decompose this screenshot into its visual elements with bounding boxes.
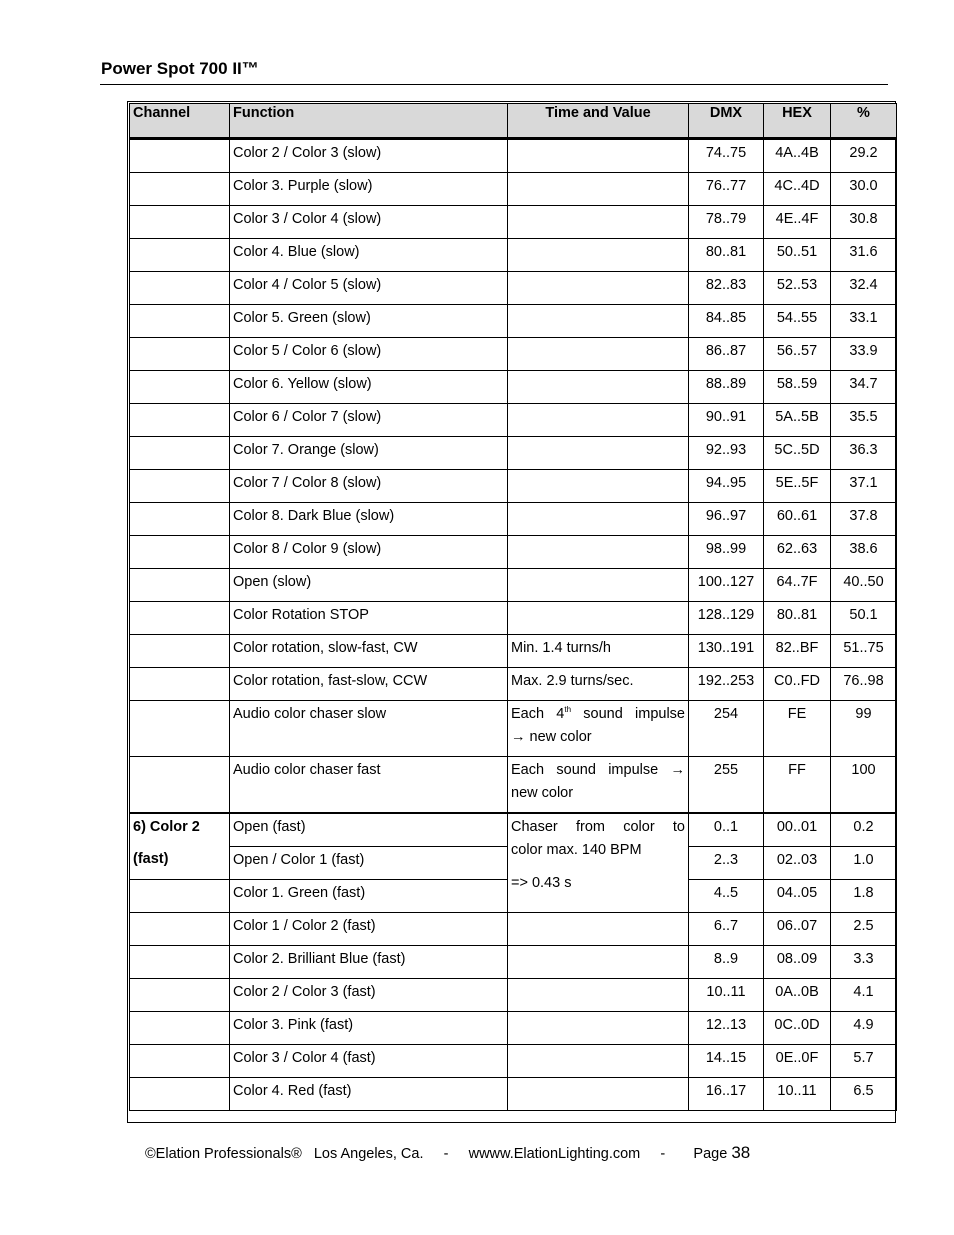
function-cell: Color 4. Blue (slow) bbox=[230, 239, 508, 272]
time-value-cell bbox=[508, 272, 689, 305]
time-value-cell bbox=[508, 470, 689, 503]
column-header-time-value: Time and Value bbox=[508, 104, 689, 139]
hex-cell: 0C..0D bbox=[764, 1012, 831, 1045]
table-row bbox=[130, 979, 897, 1012]
time-value-cell bbox=[508, 404, 689, 437]
percent-cell: 51..75 bbox=[831, 635, 897, 668]
channel-cell bbox=[130, 470, 230, 503]
function-cell: Audio color chaser fast bbox=[230, 757, 508, 814]
dmx-cell: 2..3 bbox=[689, 847, 764, 880]
function-cell: Color 5 / Color 6 (slow) bbox=[230, 338, 508, 371]
channel-cell bbox=[130, 1012, 230, 1045]
hex-cell: FE bbox=[764, 701, 831, 757]
function-cell: Color 6 / Color 7 (slow) bbox=[230, 404, 508, 437]
channel-cell bbox=[130, 239, 230, 272]
function-cell: Color 6. Yellow (slow) bbox=[230, 371, 508, 404]
time-value-cell: Min. 1.4 turns/h bbox=[508, 635, 689, 668]
dmx-cell: 14..15 bbox=[689, 1045, 764, 1078]
hex-cell: 60..61 bbox=[764, 503, 831, 536]
dmx-cell: 254 bbox=[689, 701, 764, 757]
dmx-cell: 90..91 bbox=[689, 404, 764, 437]
table-row bbox=[130, 813, 897, 847]
dmx-channel-table bbox=[129, 103, 897, 1111]
channel-cell bbox=[130, 946, 230, 979]
table-row bbox=[130, 668, 897, 701]
dmx-cell: 10..11 bbox=[689, 979, 764, 1012]
percent-cell: 100 bbox=[831, 757, 897, 814]
function-cell: Open (slow) bbox=[230, 569, 508, 602]
table-header-row bbox=[130, 104, 897, 139]
table-row bbox=[130, 305, 897, 338]
channel-cell bbox=[130, 272, 230, 305]
hex-cell: 56..57 bbox=[764, 338, 831, 371]
time-value-cell bbox=[508, 913, 689, 946]
table-row bbox=[130, 1045, 897, 1078]
time-value-cell bbox=[508, 1012, 689, 1045]
dmx-cell: 76..77 bbox=[689, 173, 764, 206]
time-value-cell bbox=[508, 239, 689, 272]
dmx-cell: 192..253 bbox=[689, 668, 764, 701]
page-title: Power Spot 700 II™ bbox=[101, 59, 259, 78]
title-divider bbox=[100, 84, 888, 85]
hex-cell: 5A..5B bbox=[764, 404, 831, 437]
channel-cell bbox=[130, 371, 230, 404]
hex-cell: C0..FD bbox=[764, 668, 831, 701]
table-row bbox=[130, 635, 897, 668]
percent-cell: 5.7 bbox=[831, 1045, 897, 1078]
table-row bbox=[130, 701, 897, 757]
function-cell: Color 2 / Color 3 (slow) bbox=[230, 139, 508, 173]
hex-cell: 5C..5D bbox=[764, 437, 831, 470]
channel-cell bbox=[130, 173, 230, 206]
percent-cell: 40..50 bbox=[831, 569, 897, 602]
function-cell: Color 4 / Color 5 (slow) bbox=[230, 272, 508, 305]
time-value-cell bbox=[508, 503, 689, 536]
percent-cell: 38.6 bbox=[831, 536, 897, 569]
function-cell: Color 5. Green (slow) bbox=[230, 305, 508, 338]
time-value-cell bbox=[508, 305, 689, 338]
channel-cell bbox=[130, 536, 230, 569]
percent-cell: 35.5 bbox=[831, 404, 897, 437]
channel-cell bbox=[130, 404, 230, 437]
percent-cell: 32.4 bbox=[831, 272, 897, 305]
time-value-cell bbox=[508, 338, 689, 371]
column-header-function: Function bbox=[230, 104, 508, 139]
dmx-cell: 0..1 bbox=[689, 813, 764, 847]
function-cell: Color rotation, fast-slow, CCW bbox=[230, 668, 508, 701]
table-row bbox=[130, 404, 897, 437]
percent-cell: 3.3 bbox=[831, 946, 897, 979]
percent-cell: 36.3 bbox=[831, 437, 897, 470]
hex-cell: 4A..4B bbox=[764, 139, 831, 173]
dmx-cell: 12..13 bbox=[689, 1012, 764, 1045]
channel-cell bbox=[130, 757, 230, 814]
hex-cell: 00..01 bbox=[764, 813, 831, 847]
time-value-cell bbox=[508, 946, 689, 979]
column-header-hex: HEX bbox=[764, 104, 831, 139]
dmx-cell: 88..89 bbox=[689, 371, 764, 404]
dmx-cell: 74..75 bbox=[689, 139, 764, 173]
channel-cell bbox=[130, 1078, 230, 1111]
channel-cell bbox=[130, 979, 230, 1012]
table-row bbox=[130, 569, 897, 602]
hex-cell: 02..03 bbox=[764, 847, 831, 880]
dmx-cell: 255 bbox=[689, 757, 764, 814]
channel-cell bbox=[130, 139, 230, 173]
hex-cell: FF bbox=[764, 757, 831, 814]
dmx-cell: 78..79 bbox=[689, 206, 764, 239]
dmx-cell: 100..127 bbox=[689, 569, 764, 602]
function-cell: Audio color chaser slow bbox=[230, 701, 508, 757]
table-row bbox=[130, 503, 897, 536]
function-cell: Open / Color 1 (fast) bbox=[230, 847, 508, 880]
time-value-cell: Chaser from color to color max. 140 BPM => 0.43 s bbox=[508, 813, 689, 913]
dmx-cell: 92..93 bbox=[689, 437, 764, 470]
dmx-cell: 84..85 bbox=[689, 305, 764, 338]
table-row bbox=[130, 470, 897, 503]
table-row bbox=[130, 139, 897, 173]
function-cell: Color 2 / Color 3 (fast) bbox=[230, 979, 508, 1012]
hex-cell: 62..63 bbox=[764, 536, 831, 569]
hex-cell: 58..59 bbox=[764, 371, 831, 404]
percent-cell: 0.2 bbox=[831, 813, 897, 847]
channel-cell bbox=[130, 503, 230, 536]
dmx-cell: 82..83 bbox=[689, 272, 764, 305]
table-row bbox=[130, 602, 897, 635]
channel-cell bbox=[130, 305, 230, 338]
dmx-cell: 94..95 bbox=[689, 470, 764, 503]
percent-cell: 99 bbox=[831, 701, 897, 757]
time-value-cell: Each sound impulse → new color bbox=[508, 757, 689, 814]
time-value-cell bbox=[508, 371, 689, 404]
hex-cell: 08..09 bbox=[764, 946, 831, 979]
channel-cell bbox=[130, 437, 230, 470]
function-cell: Color 3 / Color 4 (slow) bbox=[230, 206, 508, 239]
hex-cell: 4E..4F bbox=[764, 206, 831, 239]
percent-cell: 31.6 bbox=[831, 239, 897, 272]
percent-cell: 30.0 bbox=[831, 173, 897, 206]
time-value-cell bbox=[508, 437, 689, 470]
channel-cell bbox=[130, 880, 230, 913]
percent-cell: 37.8 bbox=[831, 503, 897, 536]
function-cell: Color 3. Pink (fast) bbox=[230, 1012, 508, 1045]
time-value-cell bbox=[508, 206, 689, 239]
channel-cell bbox=[130, 1045, 230, 1078]
hex-cell: 4C..4D bbox=[764, 173, 831, 206]
channel-cell bbox=[130, 913, 230, 946]
channel-cell bbox=[130, 701, 230, 757]
percent-cell: 30.8 bbox=[831, 206, 897, 239]
channel-cell bbox=[130, 668, 230, 701]
percent-cell: 34.7 bbox=[831, 371, 897, 404]
function-cell: Color 8 / Color 9 (slow) bbox=[230, 536, 508, 569]
function-cell: Color 7. Orange (slow) bbox=[230, 437, 508, 470]
channel-cell: 6) Color 2 (fast) bbox=[130, 813, 230, 880]
dmx-cell: 16..17 bbox=[689, 1078, 764, 1111]
function-cell: Color 1 / Color 2 (fast) bbox=[230, 913, 508, 946]
table-row bbox=[130, 173, 897, 206]
channel-cell bbox=[130, 206, 230, 239]
time-value-cell bbox=[508, 173, 689, 206]
percent-cell: 1.0 bbox=[831, 847, 897, 880]
time-value-cell bbox=[508, 1045, 689, 1078]
table-row bbox=[130, 757, 897, 814]
dmx-cell: 86..87 bbox=[689, 338, 764, 371]
percent-cell: 6.5 bbox=[831, 1078, 897, 1111]
function-cell: Open (fast) bbox=[230, 813, 508, 847]
time-value-cell bbox=[508, 569, 689, 602]
dmx-cell: 80..81 bbox=[689, 239, 764, 272]
function-cell: Color 2. Brilliant Blue (fast) bbox=[230, 946, 508, 979]
channel-cell bbox=[130, 338, 230, 371]
hex-cell: 04..05 bbox=[764, 880, 831, 913]
table-row bbox=[130, 272, 897, 305]
time-value-cell bbox=[508, 1078, 689, 1111]
percent-cell: 33.9 bbox=[831, 338, 897, 371]
percent-cell: 29.2 bbox=[831, 139, 897, 173]
hex-cell: 80..81 bbox=[764, 602, 831, 635]
time-value-cell: Max. 2.9 turns/sec. bbox=[508, 668, 689, 701]
function-cell: Color 4. Red (fast) bbox=[230, 1078, 508, 1111]
percent-cell: 76..98 bbox=[831, 668, 897, 701]
time-value-cell bbox=[508, 536, 689, 569]
table-row bbox=[130, 239, 897, 272]
hex-cell: 64..7F bbox=[764, 569, 831, 602]
table-row bbox=[130, 1012, 897, 1045]
dmx-cell: 98..99 bbox=[689, 536, 764, 569]
function-cell: Color 3 / Color 4 (fast) bbox=[230, 1045, 508, 1078]
percent-cell: 33.1 bbox=[831, 305, 897, 338]
table-row bbox=[130, 206, 897, 239]
table-row bbox=[130, 946, 897, 979]
time-value-cell bbox=[508, 139, 689, 173]
column-header-percent: % bbox=[831, 104, 897, 139]
channel-cell bbox=[130, 635, 230, 668]
hex-cell: 54..55 bbox=[764, 305, 831, 338]
hex-cell: 5E..5F bbox=[764, 470, 831, 503]
time-value-cell: Each 4th sound impulse → new color bbox=[508, 701, 689, 757]
percent-cell: 1.8 bbox=[831, 880, 897, 913]
function-cell: Color rotation, slow-fast, CW bbox=[230, 635, 508, 668]
hex-cell: 10..11 bbox=[764, 1078, 831, 1111]
column-header-channel: Channel bbox=[130, 104, 230, 139]
table-row bbox=[130, 536, 897, 569]
percent-cell: 2.5 bbox=[831, 913, 897, 946]
function-cell: Color 1. Green (fast) bbox=[230, 880, 508, 913]
channel-cell bbox=[130, 569, 230, 602]
percent-cell: 50.1 bbox=[831, 602, 897, 635]
function-cell: Color 8. Dark Blue (slow) bbox=[230, 503, 508, 536]
table-row bbox=[130, 338, 897, 371]
dmx-cell: 130..191 bbox=[689, 635, 764, 668]
dmx-cell: 128..129 bbox=[689, 602, 764, 635]
hex-cell: 0A..0B bbox=[764, 979, 831, 1012]
percent-cell: 37.1 bbox=[831, 470, 897, 503]
table-row bbox=[130, 437, 897, 470]
function-cell: Color Rotation STOP bbox=[230, 602, 508, 635]
function-cell: Color 7 / Color 8 (slow) bbox=[230, 470, 508, 503]
hex-cell: 82..BF bbox=[764, 635, 831, 668]
dmx-cell: 6..7 bbox=[689, 913, 764, 946]
hex-cell: 06..07 bbox=[764, 913, 831, 946]
page-number: 38 bbox=[731, 1143, 751, 1162]
table-row bbox=[130, 1078, 897, 1111]
time-value-cell bbox=[508, 602, 689, 635]
dmx-cell: 4..5 bbox=[689, 880, 764, 913]
dmx-cell: 96..97 bbox=[689, 503, 764, 536]
channel-cell bbox=[130, 602, 230, 635]
footer-text: ©Elation Professionals® Los Angeles, Ca. - wwww.ElationLighting.com - Page bbox=[145, 1146, 732, 1162]
percent-cell: 4.1 bbox=[831, 979, 897, 1012]
percent-cell: 4.9 bbox=[831, 1012, 897, 1045]
dmx-cell: 8..9 bbox=[689, 946, 764, 979]
column-header-dmx: DMX bbox=[689, 104, 764, 139]
hex-cell: 0E..0F bbox=[764, 1045, 831, 1078]
function-cell: Color 3. Purple (slow) bbox=[230, 173, 508, 206]
time-value-cell bbox=[508, 979, 689, 1012]
hex-cell: 50..51 bbox=[764, 239, 831, 272]
table-row bbox=[130, 913, 897, 946]
table-row bbox=[130, 371, 897, 404]
hex-cell: 52..53 bbox=[764, 272, 831, 305]
page-footer bbox=[145, 1143, 750, 1163]
